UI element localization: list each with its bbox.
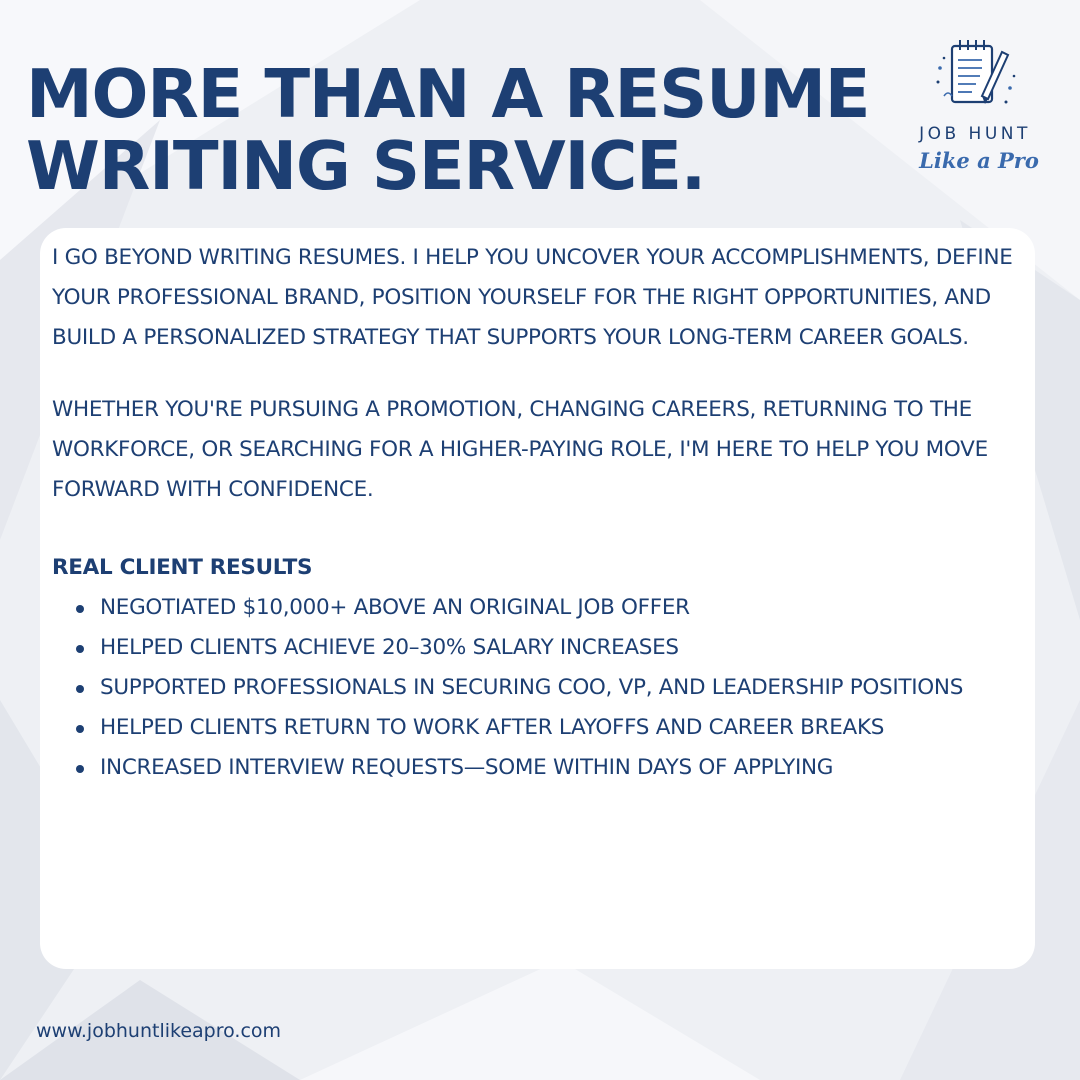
list-item-text: NEGOTIATED $10,000+ ABOVE AN ORIGINAL JOB OFFER [100,595,690,620]
headline [26,55,886,205]
notepad-pen-icon [930,38,1020,120]
bullet-icon [76,645,84,653]
list-item [52,748,1042,788]
brand-logo [890,38,1060,188]
results-heading: REAL CLIENT RESULTS [52,555,313,580]
list-item-text: SUPPORTED PROFESSIONALS IN SECURING COO, VP, AND LEADERSHIP POSITIONS [100,675,964,700]
website-link[interactable]: www.jobhuntlikeapro.com [36,1020,282,1042]
logo-tagline: Like a Pro [919,148,1039,173]
intro-paragraph-1: I GO BEYOND WRITING RESUMES. I HELP YOU UNCOVER YOUR ACCOMPLISHMENTS, DEFINE YOUR PROFESSIONAL BRAND, POSITION YOURSELF FOR THE RIGHT OPPORTUNITIES, AND BUILD A PERSONALIZED STRATEGY THAT SUPPORTS YOUR LONG-TERM CAREER GOALS. [52,245,1013,350]
list-item-text: HELPED CLIENTS RETURN TO WORK AFTER LAYOFFS AND CAREER BREAKS [100,715,885,740]
bullet-icon [76,685,84,693]
headline-line-1: MORE THAN A RESUME [26,55,870,133]
headline-line-2: WRITING SERVICE. [26,127,706,205]
intro-paragraph-2: WHETHER YOU'RE PURSUING A PROMOTION, CHANGING CAREERS, RETURNING TO THE WORKFORCE, OR SEARCHING FOR A HIGHER-PAYING ROLE, I'M HERE TO HELP YOU MOVE FORWARD WITH CONFIDENCE. [52,397,988,502]
list-item [52,588,1042,628]
list-item [52,628,1042,668]
logo-name: JOB HUNT [919,124,1031,144]
bullet-icon [76,725,84,733]
list-item [52,708,1042,748]
bullet-icon [76,605,84,613]
card-content [52,238,1042,788]
list-item-text: INCREASED INTERVIEW REQUESTS—SOME WITHIN DAYS OF APPLYING [100,755,834,780]
list-item [52,668,1042,708]
bullet-icon [76,765,84,773]
results-list [52,588,1042,788]
list-item-text: HELPED CLIENTS ACHIEVE 20–30% SALARY INCREASES [100,635,679,660]
